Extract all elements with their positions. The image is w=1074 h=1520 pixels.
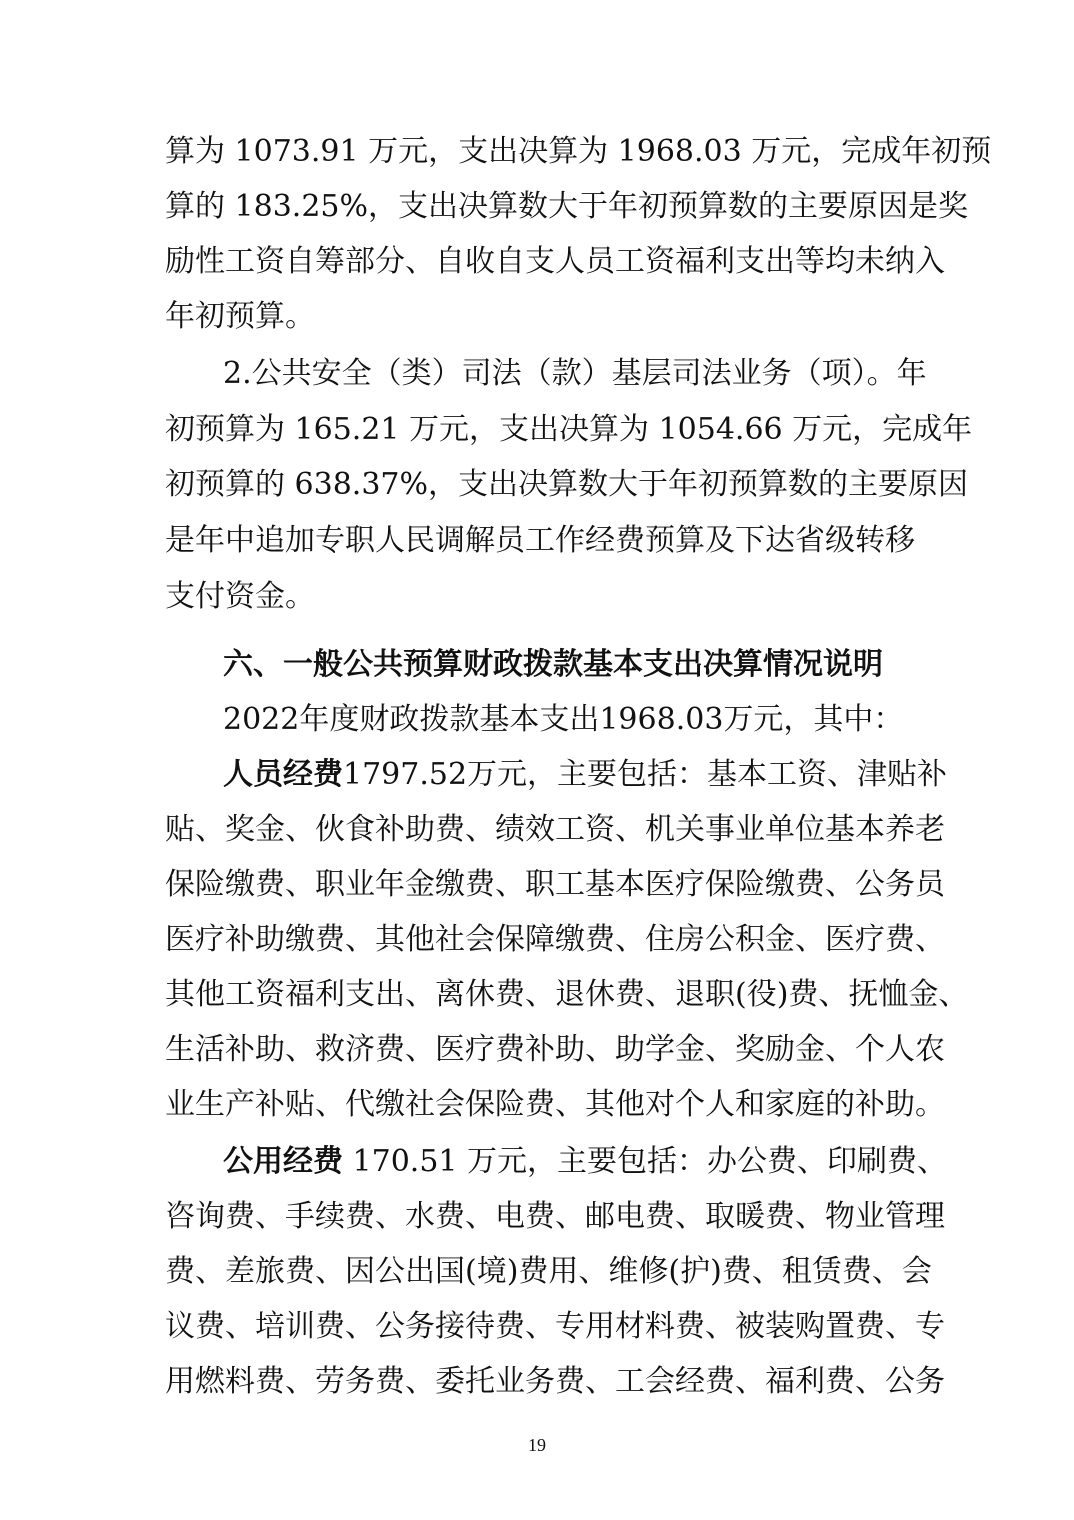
paragraph-line: 生活补助、救济费、医疗费补助、助学金、奖励金、个人农 <box>165 1032 945 1067</box>
personnel-term: 人员经费 <box>223 757 343 792</box>
personnel-first-line <box>223 755 948 795</box>
paragraph-line: 医疗补助缴费、其他社会保障缴费、住房公积金、医疗费、 <box>165 922 945 957</box>
paragraph-line: 初预算的 638.37%，支出决算数大于年初预算数的主要原因 <box>165 467 969 502</box>
paragraph-line: 咨询费、手续费、水费、电费、邮电费、取暖费、物业管理 <box>165 1199 945 1234</box>
page-number: 19 <box>528 1435 546 1455</box>
paragraph-line: 2.公共安全（类）司法（款）基层司法业务（项）。年 <box>223 356 927 391</box>
paragraph-line: 业生产补贴、代缴社会保险费、其他对个人和家庭的补助。 <box>165 1087 945 1122</box>
paragraph-line: 费、差旅费、因公出国(境)费用、维修(护)费、租赁费、会 <box>165 1254 932 1289</box>
paragraph-line: 其他工资福利支出、离休费、退休费、退职(役)费、抚恤金、 <box>165 977 969 1012</box>
public-first-line <box>223 1142 948 1182</box>
paragraph-line: 是年中追加专职人民调解员工作经费预算及下达省级转移 <box>165 523 915 558</box>
public-amount-text: 170.51 万元，主要包括：办公费、印刷费、 <box>343 1144 948 1179</box>
intro-line: 2022年度财政拨款基本支出1968.03万元，其中： <box>223 702 904 737</box>
paragraph-line: 励性工资自筹部分、自收自支人员工资福利支出等均未纳入 <box>165 244 945 279</box>
paragraph-line: 算的 183.25%，支出决算数大于年初预算数的主要原因是奖 <box>165 189 969 224</box>
paragraph-line: 初预算为 165.21 万元，支出决算为 1054.66 万元，完成年 <box>165 412 973 447</box>
paragraph-line: 保险缴费、职业年金缴费、职工基本医疗保险缴费、公务员 <box>165 867 945 902</box>
paragraph-line: 年初预算。 <box>165 299 315 334</box>
paragraph-line: 用燃料费、劳务费、委托业务费、工会经费、福利费、公务 <box>165 1364 945 1399</box>
paragraph-line: 议费、培训费、公务接待费、专用材料费、被装购置费、专 <box>165 1309 945 1344</box>
paragraph-line: 支付资金。 <box>165 579 315 614</box>
public-term: 公用经费 <box>223 1144 343 1179</box>
paragraph-line: 贴、奖金、伙食补助费、绩效工资、机关事业单位基本养老 <box>165 812 945 847</box>
section-heading: 六、一般公共预算财政拨款基本支出决算情况说明 <box>223 647 883 682</box>
personnel-amount-text: 1797.52万元，主要包括：基本工资、津贴补 <box>343 757 948 792</box>
paragraph-line: 算为 1073.91 万元，支出决算为 1968.03 万元，完成年初预 <box>165 134 992 169</box>
